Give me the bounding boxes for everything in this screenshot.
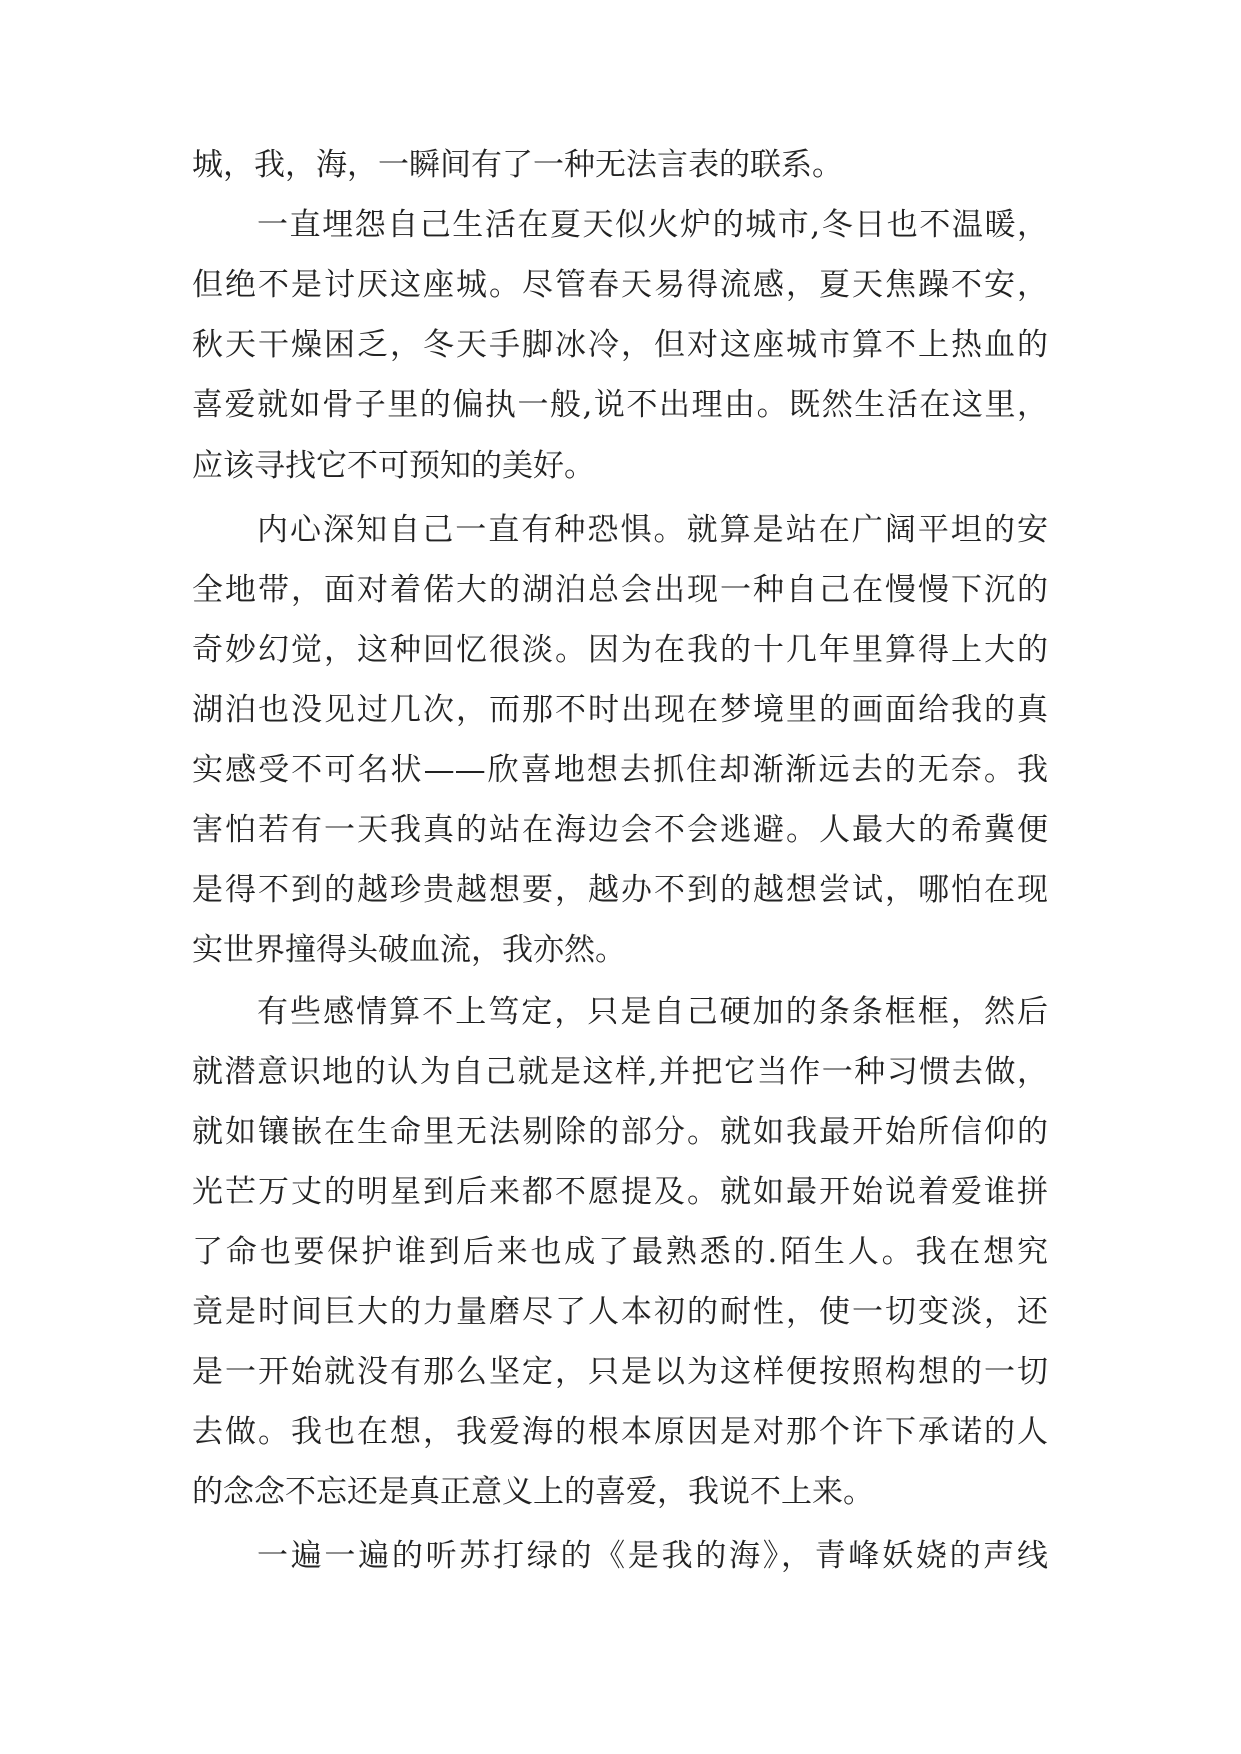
text-line: 有些感情算不上笃定，只是自己硬加的条条框框，然后: [257, 994, 1048, 1030]
text-line: 是得不到的越珍贵越想要，越办不到的越想尝试，哪怕在现: [192, 872, 1048, 908]
text-line: 城，我，海，一瞬间有了一种无法言表的联系。: [192, 147, 843, 183]
text-line: 实世界撞得头破血流，我亦然。: [192, 932, 626, 968]
text-line: 光芒万丈的明星到后来都不愿提及。就如最开始说着爱谁拼: [192, 1174, 1048, 1210]
text-line: 了命也要保护谁到后来也成了最熟悉的.陌生人。我在想究: [192, 1234, 1048, 1270]
text-line: 喜爱就如骨子里的偏执一般,说不出理由。既然生活在这里，: [192, 387, 1048, 423]
text-line: 应该寻找它不可预知的美好。: [192, 448, 595, 484]
text-line: 秋天干燥困乏，冬天手脚冰冷，但对这座城市算不上热血的: [192, 327, 1048, 363]
text-line: 竟是时间巨大的力量磨尽了人本初的耐性，使一切变淡，还: [192, 1294, 1048, 1330]
text-line: 就潜意识地的认为自己就是这样,并把它当作一种习惯去做，: [192, 1054, 1048, 1090]
text-line: 全地带，面对着偌大的湖泊总会出现一种自己在慢慢下沉的: [192, 572, 1048, 608]
text-line: 是一开始就没有那么坚定，只是以为这样便按照构想的一切: [192, 1354, 1048, 1390]
text-line: 一直埋怨自己生活在夏天似火炉的城市,冬日也不温暖，: [257, 207, 1048, 243]
text-line: 的念念不忘还是真正意义上的喜爱，我说不上来。: [192, 1474, 874, 1510]
text-line: 就如镶嵌在生命里无法剔除的部分。就如我最开始所信仰的: [192, 1114, 1048, 1150]
text-line: 奇妙幻觉，这种回忆很淡。因为在我的十几年里算得上大的: [192, 632, 1048, 668]
text-line: 内心深知自己一直有种恐惧。就算是站在广阔平坦的安: [257, 512, 1048, 548]
text-line: 但绝不是讨厌这座城。尽管春天易得流感，夏天焦躁不安，: [192, 267, 1048, 303]
text-line: 实感受不可名状——欣喜地想去抓住却渐渐远去的无奈。我: [192, 752, 1048, 788]
text-line: 去做。我也在想，我爱海的根本原因是对那个许下承诺的人: [192, 1414, 1048, 1450]
text-line: 一遍一遍的听苏打绿的《是我的海》，青峰妖娆的声线: [257, 1538, 1048, 1574]
text-line: 湖泊也没见过几次，而那不时出现在梦境里的画面给我的真: [192, 692, 1048, 728]
text-line: 害怕若有一天我真的站在海边会不会逃避。人最大的希冀便: [192, 812, 1048, 848]
